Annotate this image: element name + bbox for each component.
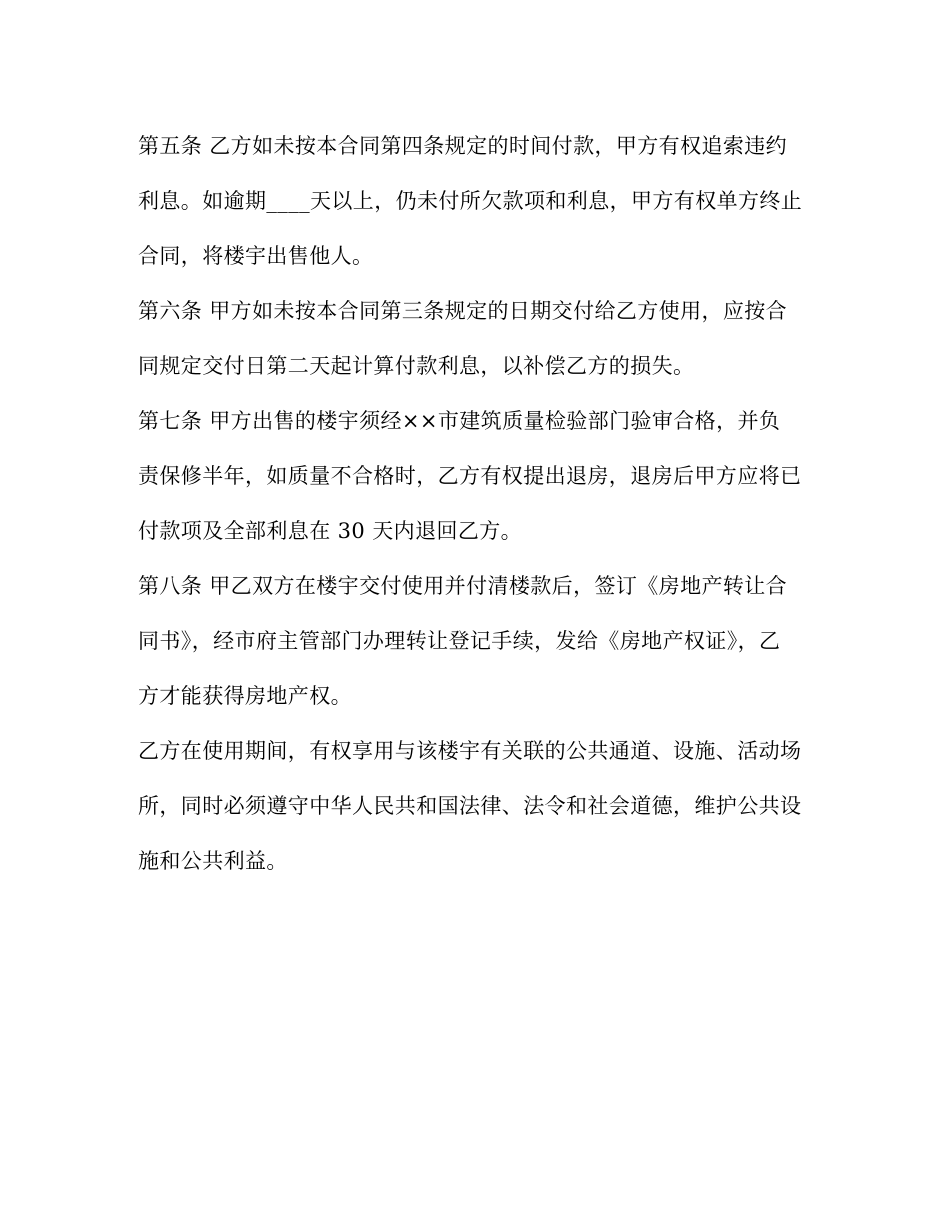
text-line: 方才能获得房地产权。 <box>138 684 352 708</box>
paragraph-article-7 <box>138 394 814 559</box>
text-line: 合同，将楼宇出售他人。 <box>138 244 374 268</box>
text-line: 同规定交付日第二天起计算付款利息，以补偿乙方的损失。 <box>138 354 695 378</box>
text-line: 第八条 甲乙双方在楼宇交付使用并付清楼款后，签订《房地产转让合 <box>138 574 788 598</box>
text-line: 第七条 甲方出售的楼宇须经××市建筑质量检验部门验审合格，并负 <box>138 409 781 433</box>
text-line: 第五条 乙方如未按本合同第四条规定的时间付款，甲方有权追索违约 <box>138 134 788 158</box>
text-line: 付款项及全部利息在 30 天内退回乙方。 <box>138 519 523 543</box>
text-line: 利息。如逾期____天以上，仍未付所欠款项和利息，甲方有权单方终止 <box>138 189 803 213</box>
paragraph-article-8 <box>138 559 814 724</box>
text-line: 乙方在使用期间，有权享用与该楼宇有关联的公共通道、设施、活动场 <box>138 739 802 763</box>
text-line: 第六条 甲方如未按本合同第三条规定的日期交付给乙方使用，应按合 <box>138 299 788 323</box>
text-line: 同书》，经市府主管部门办理转让登记手续，发给《房地产权证》，乙 <box>138 629 781 653</box>
paragraph-usage-rights <box>138 724 814 889</box>
text-line: 责保修半年，如质量不合格时，乙方有权提出退房，退房后甲方应将已 <box>138 464 802 488</box>
text-line: 所，同时必须遵守中华人民共和国法律、法令和社会道德，维护公共设 <box>138 794 802 818</box>
text-line: 施和公共利益。 <box>138 849 288 873</box>
paragraph-article-6 <box>138 284 814 394</box>
paragraph-article-5 <box>138 119 814 284</box>
document-body <box>138 119 814 889</box>
